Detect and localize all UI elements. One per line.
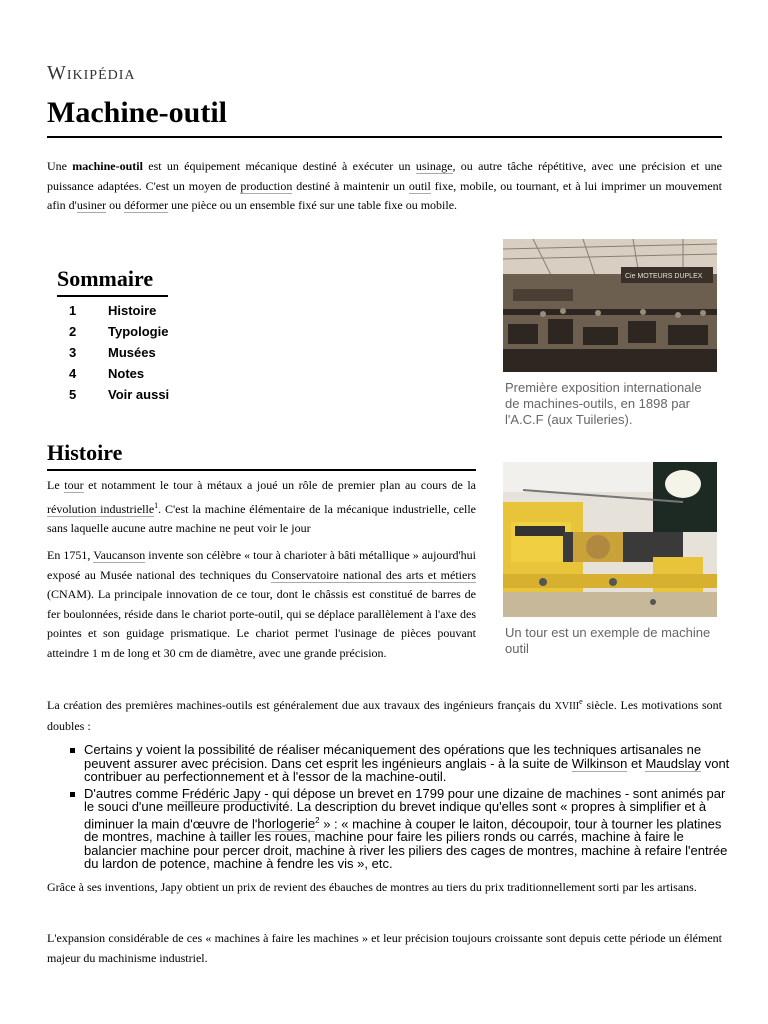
footnote-ref-1[interactable]: 1: [154, 500, 159, 510]
table-of-contents: [57, 266, 169, 408]
link-usinage[interactable]: usinage: [415, 159, 453, 173]
toc-item-typologie[interactable]: 2 Typologie: [69, 324, 169, 339]
section-heading-histoire: Histoire: [47, 440, 123, 465]
link-tour[interactable]: tour: [64, 478, 84, 492]
figure-caption-lathe: Un tour est un exemple de machine outil: [505, 625, 711, 656]
histoire-paragraph-3: La création des premières machines-outils est généralement due aux travaux des ingénieurs français du XVIIIe siècle. Les motivations sont doubles :: [47, 697, 723, 733]
lathe-photo[interactable]: [503, 462, 717, 617]
toc-item-notes[interactable]: 4 Notes: [69, 366, 145, 381]
histoire-paragraph-1: Le tour et notamment le tour à métaux a joué un rôle de premier plan au cours de la révolution industrielle$^1$. C'est la machine élémentaire de la mécanique industrielle, celle sans laquelle aucune autre machine ne peut voir le jour: [47, 478, 477, 535]
toc-item-musees[interactable]: 3 Musées: [69, 345, 156, 360]
histoire-paragraph-5: L'expansion considérable de ces « machines à faire les machines » et leur précision toujours croissante sont depuis cette période un élément majeur du machinisme industriel.: [47, 931, 722, 965]
link-deformer[interactable]: déformer: [124, 198, 169, 212]
title-divider: [47, 136, 722, 138]
list-item: D'autres comme Frédéric Japy - qui dépose un brevet en 1799 pour une dizaine de machines - sont animés par le souci d'une meilleure productivité. La description du brevet indique qu'elles sont « propres à simplifier et à diminuer la main d'œuvre de l'horlogerie$^2$ » : « machine à couper le laiton, découpoir, tour à tourner les platines de montres, machine à tailler les roues, machine pour faire les piliers ronds ou carrés, machine à faire le balancier machine pour percer droit, machine à river les piliers des cages de montres, machine à refaire l'entrée du lardon de potence, machine à fendre les vis », etc.: [84, 787, 734, 871]
histoire-paragraph-4: Grâce à ses inventions, Japy obtient un prix de revient des ébauches de montres au tiers du prix traditionnellement sorti par les artisans.: [47, 880, 697, 894]
toc-title: Sommaire: [57, 266, 168, 297]
link-production[interactable]: production: [240, 178, 293, 193]
figure-caption-exhibition: Première exposition internationale de machines-outils, en 1898 par l'A.C.F (aux Tuileries).: [505, 380, 702, 427]
link-usiner[interactable]: usiner: [76, 198, 107, 212]
link-vaucanson[interactable]: Vaucanson: [93, 548, 146, 562]
intro-paragraph: Une machine-outil est un équipement mécanique destiné à exécuter un usinage, ou autre tâche répétitive, avec une précision et une puissance adaptées. C'est un moyen de production destiné à maintenir un outil fixe, mobile, ou tournant, et à lui imprimer un mouvement afin d'usiner ou déformer une pièce ou un ensemble fixé sur une table fixe ou mobile.: [47, 159, 723, 212]
figure-exhibition: [503, 239, 717, 428]
exhibition-banner: Cie MOTEURS DUPLEX: [625, 273, 703, 280]
link-frederic-japy[interactable]: Frédéric Japy: [181, 785, 261, 801]
page-title: Machine-outil: [47, 96, 227, 129]
link-revolution-industrielle[interactable]: révolution industrielle: [47, 501, 155, 516]
histoire-paragraph-2: En 1751, Vaucanson invente son célèbre « tour à charioter à bâti métallique » aujourd'hui exposé au Musée national des techniques du Conservatoire national des arts et métiers (CNAM). La principale innovation de ce tour, dont le châssis est constitué de barres de fer boulonnées, réside dans le chariot porte-outil, qui se déplace parallèlement à l'axe des pointes et son guidage prismatique. Le chariot permet l'usinage de pièces pouvant atteindre 1 m de long et 30 cm de diamètre, avec une grande précision.: [47, 548, 476, 660]
list-item: Certains y voient la possibilité de réaliser mécaniquement des opérations que les techniques artisanales ne peuvent assurer avec précision. Dans cet esprit les ingénieurs anglais - à la suite de Wilkinson et Maudslay vont contribuer au perfectionnement et à l'essor de la machine-outil.: [84, 743, 734, 784]
section-divider: [47, 469, 476, 471]
link-outil[interactable]: outil: [408, 178, 431, 193]
wikipedia-logo[interactable]: Wikipédia: [47, 62, 136, 84]
motivations-list: [84, 743, 734, 874]
footnote-ref-2[interactable]: 2: [315, 815, 320, 825]
link-wilkinson[interactable]: Wilkinson: [571, 755, 628, 771]
figure-lathe: [503, 462, 717, 657]
link-maudslay[interactable]: Maudslay: [645, 755, 702, 771]
toc-item-histoire[interactable]: 1 Histoire: [69, 303, 157, 318]
toc-item-voir-aussi[interactable]: 5 Voir aussi: [69, 387, 170, 402]
link-cnam[interactable]: Conservatoire national des arts et métiers: [271, 567, 476, 582]
link-horlogerie[interactable]: horlogerie: [257, 815, 316, 831]
exhibition-photo[interactable]: [503, 239, 717, 372]
